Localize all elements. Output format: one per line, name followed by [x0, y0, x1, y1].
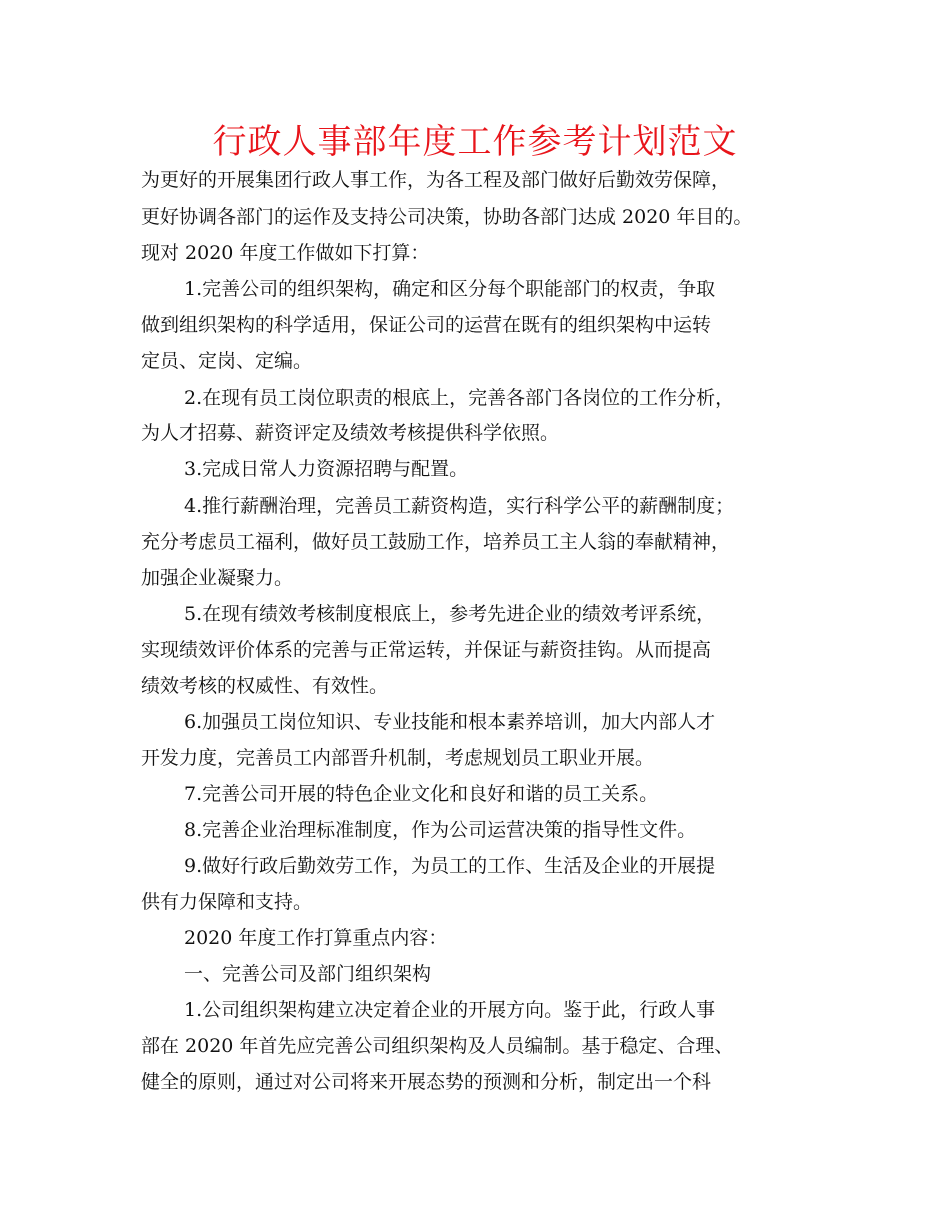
body-line-14: 实现绩效评价体系的完善与正常运转，并保证与薪资挂钩。从而提高 [141, 639, 712, 661]
body-line-26: 健全的原则，通过对公司将来开展态势的预测和分析，制定出一个科 [141, 1071, 712, 1093]
body-line-22: 2020 年度工作打算重点内容： [184, 927, 448, 949]
body-line-8: 为人才招募、薪资评定及绩效考核提供科学依照。 [141, 422, 560, 444]
body-line-18: 7.完善公司开展的特色企业文化和良好和谐的员工关系。 [184, 783, 659, 805]
body-line-9: 3.完成日常人力资源招聘与配置。 [184, 458, 469, 480]
body-line-12: 加强企业凝聚力。 [141, 567, 294, 589]
document-title: 行政人事部年度工作参考计划范文 [212, 122, 738, 162]
body-line-6: 定员、定岗、定编。 [141, 350, 313, 372]
body-line-3: 现对 2020 年度工作做如下打算： [141, 242, 430, 264]
body-line-24: 1.公司组织架构建立决定着企业的开展方向。鉴于此，行政人事 [184, 999, 716, 1021]
body-line-7: 2.在现有员工岗位职责的根底上，完善各部门各岗位的工作分析， [184, 387, 735, 409]
body-line-4: 1.完善公司的组织架构，确定和区分每个职能部门的权责，争取 [184, 278, 716, 300]
body-line-16: 6.加强员工岗位知识、专业技能和根本素养培训，加大内部人才 [184, 711, 716, 733]
body-line-21: 供有力保障和支持。 [141, 891, 313, 913]
section-heading-1: 一、完善公司及部门组织架构 [184, 963, 432, 985]
body-line-13: 5.在现有绩效考核制度根底上，参考先进企业的绩效考评系统， [184, 603, 716, 625]
body-line-10: 4.推行薪酬治理，完善员工薪资构造，实行科学公平的薪酬制度； [184, 495, 735, 517]
body-line-17: 开发力度，完善员工内部晋升机制，考虑规划员工职业开展。 [141, 747, 655, 769]
body-line-1: 为更好的开展集团行政人事工作，为各工程及部门做好后勤效劳保障， [141, 169, 731, 191]
body-line-25: 部在 2020 年首先应完善公司组织架构及人员编制。基于稳定、合理、 [141, 1035, 734, 1057]
body-line-15: 绩效考核的权威性、有效性。 [141, 675, 389, 697]
body-line-5: 做到组织架构的科学适用，保证公司的运营在既有的组织架构中运转 [141, 314, 712, 336]
body-line-2: 更好协调各部门的运作及支持公司决策，协助各部门达成 2020 年目的。 [141, 206, 753, 228]
body-line-20: 9.做好行政后勤效劳工作，为员工的工作、生活及企业的开展提 [184, 855, 716, 877]
body-line-11: 充分考虑员工福利，做好员工鼓励工作，培养员工主人翁的奉献精神， [141, 531, 731, 553]
body-line-19: 8.完善企业治理标准制度，作为公司运营决策的指导性文件。 [184, 819, 697, 841]
